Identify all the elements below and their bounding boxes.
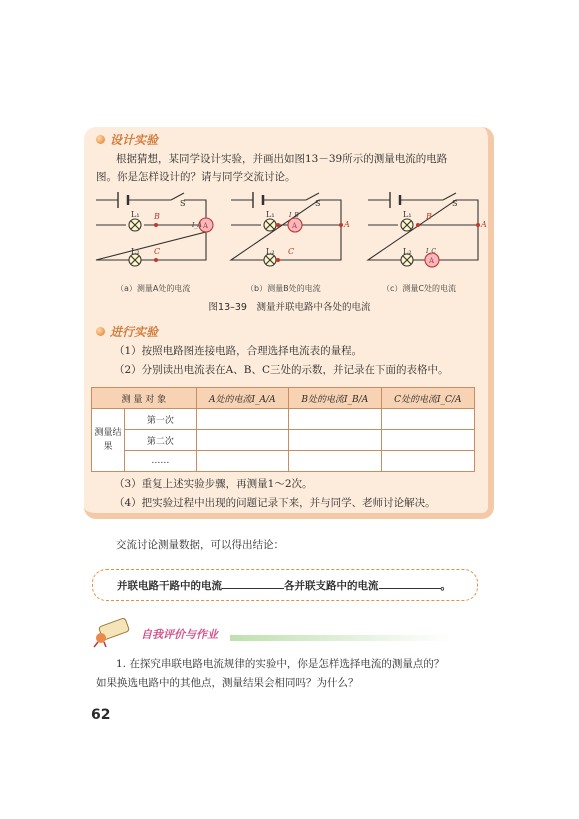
conclusion-part1: 并联电路干路中的电流	[117, 580, 222, 592]
svg-text:I_A: I_A	[192, 222, 202, 229]
svg-text:I_B: I_B	[289, 212, 299, 219]
design-text-line1: 根据猜想，某同学设计实验，并画出如图13－39所示的测量电流的电路	[116, 153, 448, 165]
svg-text:S: S	[452, 199, 458, 208]
svg-text:A: A	[481, 220, 487, 229]
svg-text:C: C	[288, 247, 295, 256]
svg-text:L₂: L₂	[131, 247, 140, 256]
question-1-line2: 如果换选电路中的其他点，测量结果会相同吗？为什么？	[96, 677, 359, 689]
proceed-section-title: 进行实验	[96, 323, 158, 340]
group-label: 测量结果	[92, 409, 125, 472]
svg-text:L₁: L₁	[266, 210, 275, 219]
conclusion-box: 并联电路干路中的电流 各并联支路中的电流 。	[92, 569, 478, 601]
design-section-title: 设计实验	[96, 131, 158, 148]
svg-text:A: A	[429, 257, 435, 265]
step-3: （3）重复上述实验步骤，再测量1～2次。	[114, 478, 313, 490]
svg-text:L₁: L₁	[403, 210, 412, 219]
evaluation-title: 自我评价与作业	[141, 628, 218, 641]
svg-text:I_C: I_C	[426, 248, 436, 255]
step-2: （2）分别读出电流表在A、B、C三处的示数，并记录在下面的表格中。	[114, 364, 449, 376]
figure-caption: 图13–39 测量并联电路中各处的电流	[208, 302, 371, 313]
conclusion-part2: 各并联支路中的电流	[284, 580, 379, 592]
svg-text:C: C	[154, 247, 161, 256]
svg-text:L₂: L₂	[266, 247, 275, 256]
svg-text:A: A	[292, 222, 298, 230]
svg-text:L₁: L₁	[131, 210, 140, 219]
svg-text:B: B	[426, 212, 432, 221]
discussion-text: 交流讨论测量数据，可以得出结论：	[116, 539, 284, 551]
evaluation-bar	[230, 635, 450, 641]
svg-text:S: S	[315, 199, 321, 208]
svg-text:A: A	[203, 222, 209, 230]
design-text-line2: 图。你是怎样设计的？请与同学交流讨论。	[96, 171, 296, 183]
scroll-icon	[92, 612, 136, 648]
circuit-c	[368, 192, 478, 267]
blank-1[interactable]	[222, 578, 284, 589]
table-row: 测量结果 第一次	[92, 409, 475, 430]
svg-text:A: A	[344, 220, 350, 229]
bullet-icon	[96, 327, 105, 336]
table-header-row: 测 量 对 象 A处的电流I_A/A B处的电流I_B/A C处的电流I_C/A	[92, 388, 475, 409]
bullet-icon	[96, 135, 105, 144]
caption-b: （b）测量B处的电流	[246, 284, 321, 293]
result-table	[91, 387, 475, 472]
table-row: ……	[92, 451, 475, 472]
svg-text:L₂: L₂	[403, 247, 412, 256]
page-number: 62	[91, 707, 111, 723]
svg-text:B: B	[154, 212, 160, 221]
table-row: 第二次	[92, 430, 475, 451]
question-1-line1: 1. 在探究串联电路电流规律的实验中，你是怎样选择电流的测量点的？	[116, 658, 445, 670]
caption-c: （c）测量C处的电流	[382, 284, 456, 293]
blank-2[interactable]	[379, 578, 441, 589]
svg-text:S: S	[180, 199, 186, 208]
step-1: （1）按照电路图连接电路，合理选择电流表的量程。	[114, 345, 363, 357]
caption-a: （a）测量A处的电流	[116, 284, 191, 293]
step-4: （4）把实验过程中出现的问题记录下来，并与同学、老师讨论解决。	[114, 497, 436, 509]
circuit-b	[231, 192, 341, 266]
